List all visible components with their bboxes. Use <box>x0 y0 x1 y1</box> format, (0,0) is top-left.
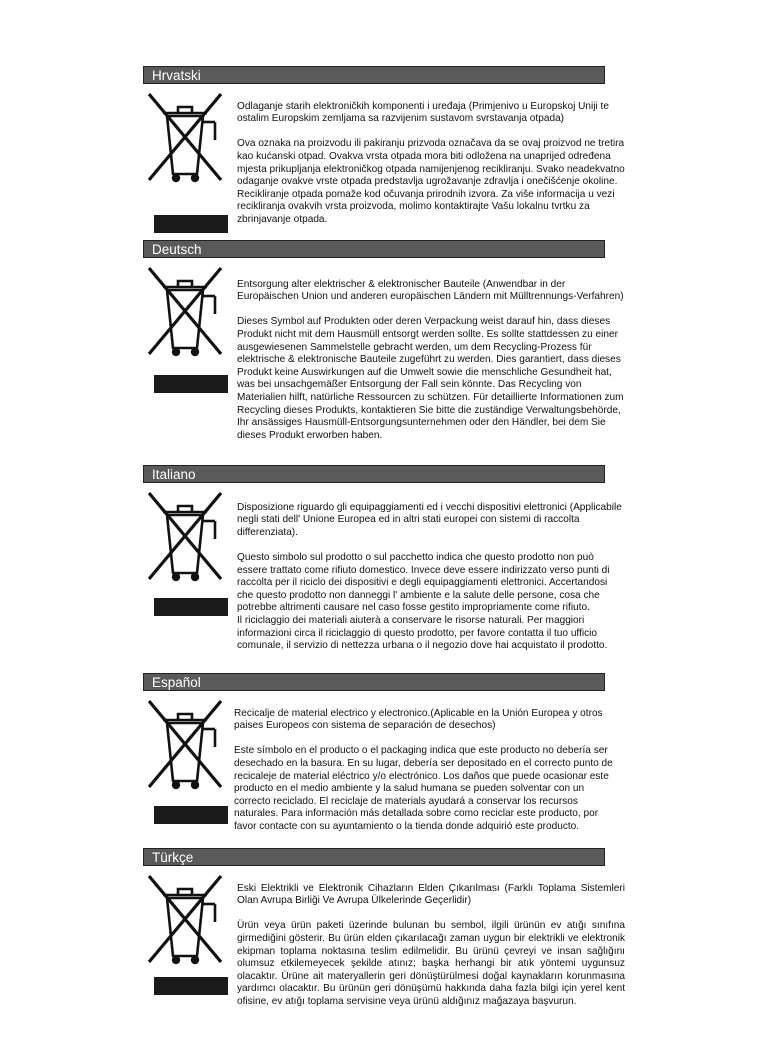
section-text <box>237 870 625 1021</box>
section-text <box>234 695 622 846</box>
section-espanol <box>143 673 613 832</box>
section-deutsch <box>143 240 624 441</box>
section-title: Disposizione riguardo gli equipaggiamenti ed i vecchi dispositivi elettronici (Applicabile negli stati dell' Unione Europea ed in altri stati europei con sistemi di raccolta differenziata). <box>237 501 622 538</box>
weee-crossed-bin-icon <box>145 487 227 599</box>
bar-block <box>154 598 228 616</box>
bar-block <box>154 806 228 824</box>
section-title: Odlaganje starih elektroničkih komponenti i uređaja (Primjenivo u Europskoj Uniji te ostalim Europskim zemljama sa razvijenim sustavom svrstavanja otpada) <box>237 100 609 125</box>
section-title: Eski Elektrikli ve Elektronik Cihazların Elden Çıkarılması (Farklı Toplama Sistemleri Olan Avrupa Birliği Ve Avrupa Ülkelerinde Geçerlidir) <box>237 882 625 907</box>
section-turkce <box>143 848 625 1007</box>
weee-crossed-bin-icon <box>145 262 227 374</box>
section-header: Italiano <box>143 465 605 483</box>
section-header: Español <box>143 673 605 691</box>
section-body: Ürün veya ürün paketi üzerinde bulunan bu sembol, ilgili ürünün ev atığı sınıfına girmediğini gösterir. Bu ürün elden çıkarılacağı zaman uygun bir elektrikli ve elektronik ekipman toplama noktasına teslim edilmelidir. Bu ürünü çevreyi ve insan sağlığını olumsuz etkilemeyecek şekilde atınız; başka herhangi bir atık yöntemi uygunsuz olacaktır. Ürüne ait materyallerin geri dönüştürülmesi doğal kaynakların korunmasına yardımcı olacaktır. Bu ürünün geri dönüşümü hakkında daha fazla bilgi için yerel kent ofisine, ev atığı toplama servisine veya ürünü aldığınız mağazaya başvurun. <box>237 920 625 1007</box>
section-body: Ova oznaka na proizvodu ili pakiranju prizvoda označava da se ovaj proizvod ne tretira kao kućanski otpad. Ovakva vrsta otpada mora biti odložena na unaprijed određena mjesta prikupljanja elektroničkog otpada namijenjenog recikliranju. Svako neadekvatno odaganje ovakve vrste otpada predstavlja ugrožavanje zdravlja i onečišćenje okoline. Recikliranje otpada pomaže kod očuvanja prirodnih izvora. Za više informacija u vezi recikliranja ovakvih vrsta proizvoda, molimo kontaktirajte Vašu lokalnu tvrtku za zbrinjavanje otpada. <box>237 138 625 225</box>
bar-block <box>154 215 228 233</box>
section-hrvatski <box>143 66 625 225</box>
section-body: Dieses Symbol auf Produkten oder deren Verpackung weist darauf hin, dass dieses Produkt nicht mit dem Hausmüll entsorgt werden sollte. Es sollte stattdessen zu einer ausgewiesenen Sammelstelle gebracht werden, um dem Recycling-Prozess für elektrische & elektronische Bauteile zugeführt zu werden. Dies garantiert, dass dieses Produkt keine Auswirkungen auf die Umwelt sowie die menschliche Gesundheit hat, was bei unsachgemäßer Entsorgung der Fall sein könnte. Das Recycling von Materialien hilft, natürliche Ressourcen zu schützen. Für detaillierte Informationen zum Recycling dieses Produkts, kontaktieren Sie bitte die zuständige Verwaltungsbehörde, Ihr ansässiges Hausmüll-Entsorgungsunternehmen oder den Händler, bei dem Sie dieses Produkt erworben haben. <box>237 316 624 441</box>
section-title: Recicalje de material electrico y electronico.(Aplicable en la Unión Europea y otros paises Europeos con sistema de separación de desechos) <box>234 707 603 732</box>
section-body: Questo simbolo sul prodotto o sul pacchetto indica che questo prodotto non può essere trattato come rifiuto domestico. Invece deve essere indirizzato verso punti di raccolta per il riciclo dei dispositivi e degli equipaggiamenti elettronici. Accertandosi che questo prodotto non danneggi l' ambiente e la salute delle persone, cosa che potrebbe altrimenti causare nel caso fosse gestito impropriamente come rifiuto. Il riciclaggio dei materiali aiuterà a conservare le risorse naturali. Per maggiori informazioni circa il riciclaggio di questo prodotto, per favore contatta il tuo ufficio comunale, il servizio di nettezza urbana o il negozio dove hai acquistato il prodotto. <box>237 551 610 652</box>
section-text <box>237 489 625 665</box>
section-title: Entsorgung alter elektrischer & elektronischer Bauteile (Anwendbar in der Europäischen Union und anderen europäischen Ländern mit Mülltrennungs-Verfahren) <box>237 278 624 303</box>
bar-block <box>154 375 228 393</box>
section-text <box>237 88 625 239</box>
weee-crossed-bin-icon <box>145 870 227 982</box>
bar-block <box>154 977 228 995</box>
section-text <box>237 266 625 455</box>
section-header: Hrvatski <box>143 66 605 84</box>
weee-crossed-bin-icon <box>145 695 227 807</box>
weee-crossed-bin-icon <box>145 88 227 200</box>
section-header: Deutsch <box>143 240 605 258</box>
section-header: Türkçe <box>143 848 605 866</box>
section-italiano <box>143 465 622 652</box>
section-body: Este símbolo en el producto o el packaging indica que este producto no debería ser desechado en la basura. En su lugar, debería ser depositado en el correcto punto de recicaleje de material eléctrico y/o electrónico. Los daños que puede ocasionar este producto en el medio ambiente y la salud humana se pueden solventar con un correcto reciclado. El reciclaje de materials ayudará a conservar los recursos naturales. Para información más detallada sobre como reciclar este producto, por favor contacte con su ayuntamiento o la tienda donde adquirió este producto. <box>234 745 613 832</box>
